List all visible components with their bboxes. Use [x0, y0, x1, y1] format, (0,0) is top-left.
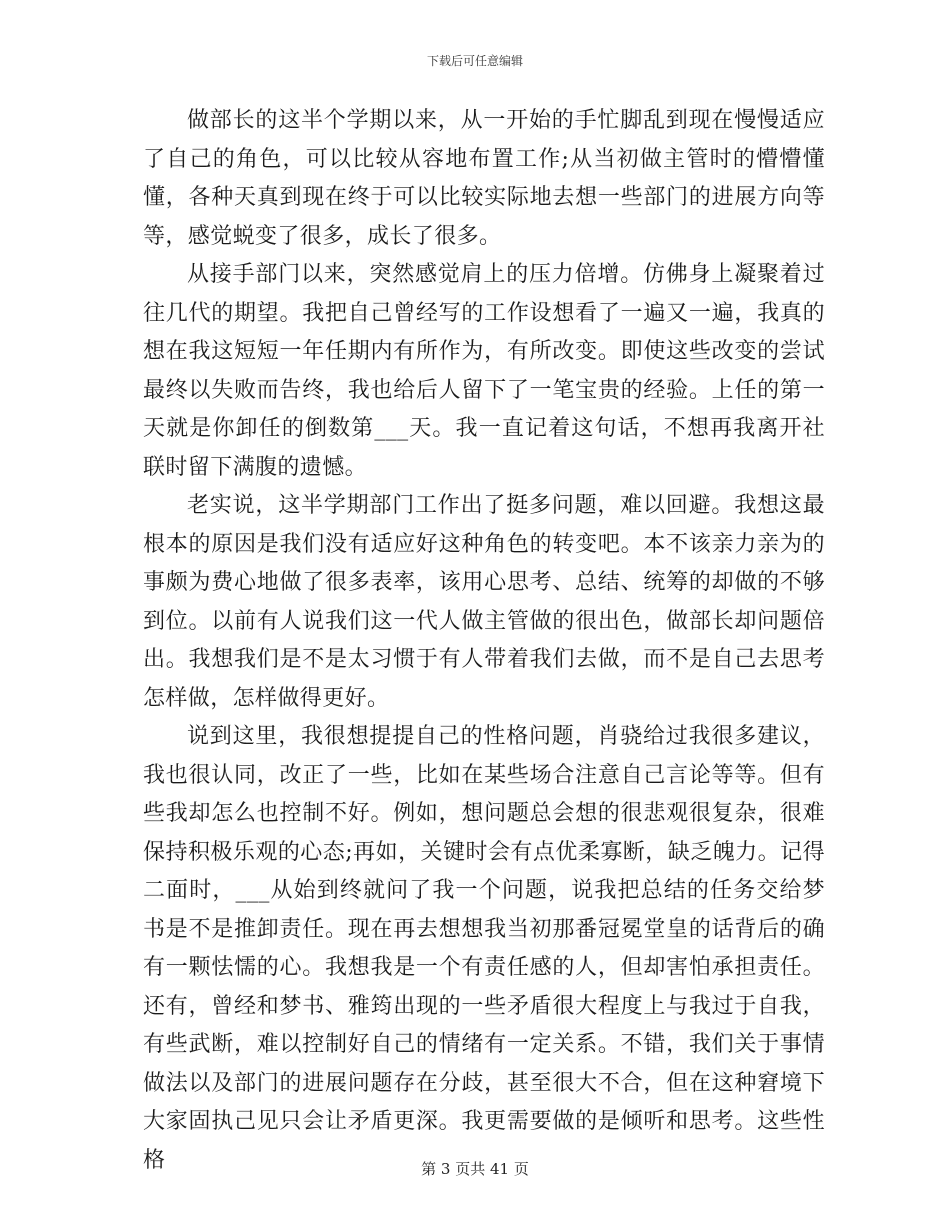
document-body: [143, 102, 825, 1180]
page-header: 下载后可任意编辑: [426, 54, 523, 68]
paragraph-2: 从接手部门以来，突然感觉肩上的压力倍增。仿佛身上凝聚着过往几代的期望。我把自己曾经写的工作设想看了一遍又一遍，我真的想在我这短短一年任期内有所作为，有所改变。即使这些改变的尝试最终以失败而告终，我也给后人留下了一笔宝贵的经验。上任的第一天就是你卸任的倒数第___天。我一直记着这句话，不想再我离开社联时留下满腹的遗憾。: [143, 262, 825, 480]
page-footer: 第 3 页共 41 页: [421, 1160, 529, 1178]
paragraph-4: 说到这里，我很想提提自己的性格问题，肖骁给过我很多建议，我也很认同，改正了一些，比如在某些场合注意自己言论等等。但有些我却怎么也控制不好。例如，想问题总会想的很悲观很复杂，很难保持积极乐观的心态;再如，关键时会有点优柔寡断，缺乏魄力。记得二面时，___从始到终就问了我一个问题，说我把总结的任务交给梦书是不是推卸责任。现在再去想想我当初那番冠冕堂皇的话背后的确有一颗怯懦的心。我想我是一个有责任感的人，但却害怕承担责任。还有，曾经和梦书、雅筠出现的一些矛盾很大程度上与我过于自我，有些武断，难以控制好自己的情绪有一定关系。不错，我们关于事情做法以及部门的进展问题存在分歧，甚至很大不合，但在这种窘境下大家固执己见只会让矛盾更深。我更需要做的是倾听和思考。这些性格: [143, 724, 825, 1173]
paragraph-3: 老实说，这半学期部门工作出了挺多问题，难以回避。我想这最根本的原因是我们没有适应好这种角色的转变吧。本不该亲力亲为的事颇为费心地做了很多表率，该用心思考、总结、统筹的却做的不够到位。以前有人说我们这一代人做主管做的很出色，做部长却问题倍出。我想我们是不是太习惯于有人带着我们去做，而不是自己去思考怎样做，怎样做得更好。: [143, 493, 825, 711]
paragraph-1: 做部长的这半个学期以来，从一开始的手忙脚乱到现在慢慢适应了自己的角色，可以比较从容地布置工作;从当初做主管时的懵懵懂懂，各种天真到现在终于可以比较实际地去想一些部门的进展方向等等，感觉蜕变了很多，成长了很多。: [143, 108, 825, 249]
